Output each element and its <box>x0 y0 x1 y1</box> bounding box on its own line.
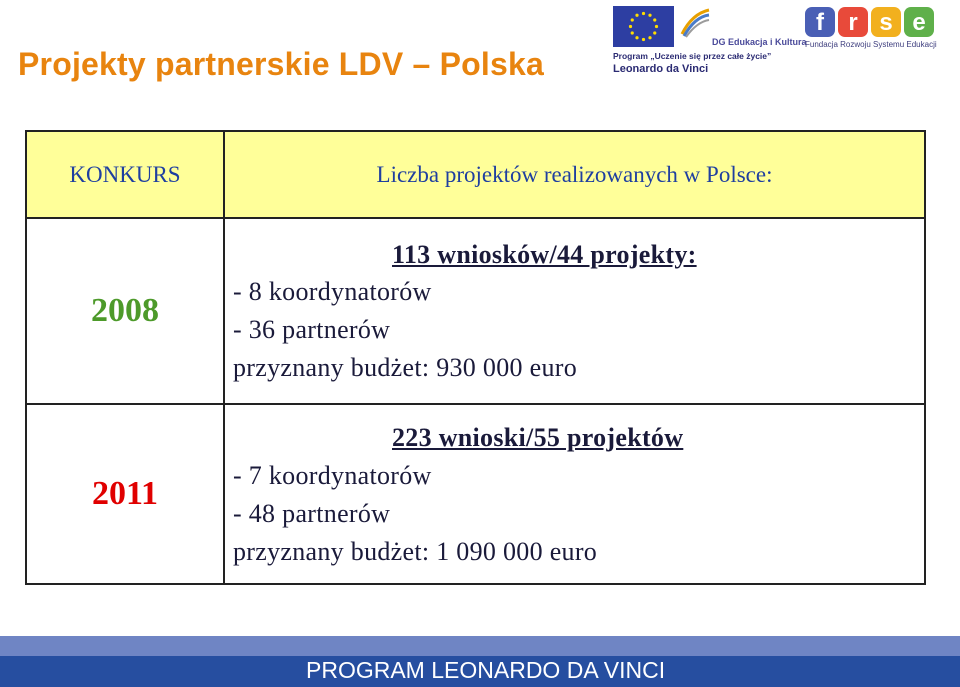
page-title: Projekty partnerskie LDV – Polska <box>18 46 544 82</box>
lifelong-learning-logo <box>680 6 710 38</box>
coordinators-line: - 7 koordynatorów <box>233 461 432 490</box>
projects-table <box>25 130 926 585</box>
details-cell <box>225 405 924 583</box>
eu-flag-logo <box>613 6 674 47</box>
eu-star-icon <box>655 25 658 28</box>
eu-star-icon <box>653 18 656 21</box>
eu-star-icon <box>642 38 645 41</box>
budget-line: przyznany budżet: 930 000 euro <box>233 353 578 382</box>
footer-text: PROGRAM LEONARDO DA VINCI <box>306 657 666 683</box>
leonardo-label: Leonardo da Vinci <box>613 63 709 75</box>
header-count-label: Liczba projektów realizowanych w Polsce: <box>376 161 773 187</box>
details-cell <box>225 219 924 403</box>
svg-text:s: s <box>879 9 893 36</box>
header-cell-konkurs <box>27 132 223 217</box>
year-cell <box>27 405 223 583</box>
footer-stripe <box>0 636 960 656</box>
eu-star-icon <box>635 14 638 17</box>
footer-bar <box>0 656 960 687</box>
column-divider <box>223 132 225 583</box>
eu-star-icon <box>631 18 634 21</box>
row-headline: 113 wniosków/44 projekty: <box>392 240 697 269</box>
frse-logo <box>805 5 935 39</box>
budget-line: przyznany budżet: 1 090 000 euro <box>233 537 598 566</box>
table-header-row <box>27 132 924 219</box>
frse-label: Fundacja Rozwoju Systemu Edukacji <box>805 40 937 49</box>
eu-star-icon <box>648 14 651 17</box>
svg-text:e: e <box>912 9 926 36</box>
eu-star-icon <box>635 36 638 39</box>
header-cell-count <box>225 132 924 217</box>
coordinators-line: - 8 koordynatorów <box>233 277 432 306</box>
table-row <box>27 219 924 405</box>
svg-text:r: r <box>848 9 858 36</box>
year-cell <box>27 219 223 403</box>
partners-line: - 48 partnerów <box>233 499 391 528</box>
eu-star-icon <box>631 31 634 34</box>
svg-text:f: f <box>816 9 824 36</box>
year-2011: 2011 <box>91 475 159 512</box>
eu-star-icon <box>642 12 645 15</box>
row-headline: 223 wnioski/55 projektów <box>392 423 684 452</box>
year-2008: 2008 <box>91 292 159 329</box>
eu-star-icon <box>648 36 651 39</box>
eu-star-icon <box>653 31 656 34</box>
partners-line: - 36 partnerów <box>233 315 391 344</box>
table-row <box>27 405 924 583</box>
header-konkurs: KONKURS <box>69 161 181 187</box>
program-label: Program „Uczenie się przez całe życie” <box>613 51 772 61</box>
eu-star-icon <box>629 25 632 28</box>
dg-education-label: DG Edukacja i Kultura <box>712 37 807 47</box>
